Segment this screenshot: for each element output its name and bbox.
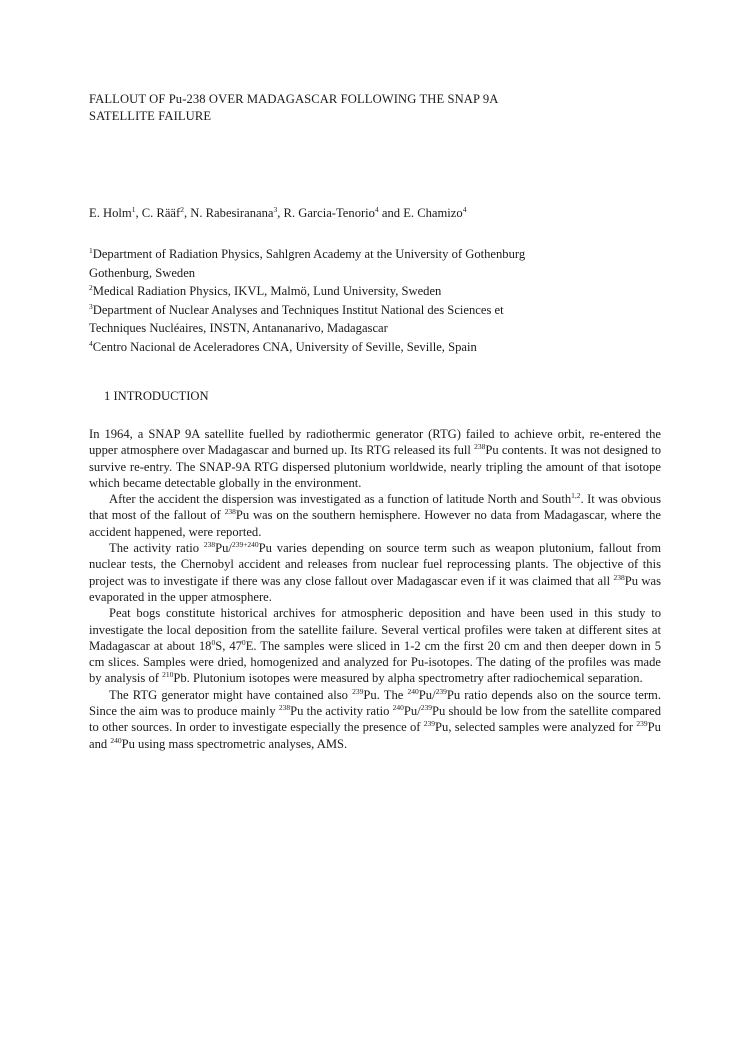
paragraph-1: In 1964, a SNAP 9A satellite fuelled by radiothermic generator (RTG) failed to achieve orbit, re-entered the upper atmosphere over Madagascar and burned up. Its RTG released its full $^{238}$Pu contents. It was not designed to survive re-entry. The SNAP-9A RTG dispersed plutonium worldwide, nearly tripling the amount of that isotope which became detectable globally in the environment. [89,427,661,490]
paper-title [89,91,649,125]
body-text [89,426,661,752]
author-affil-sup: 1 [131,205,136,214]
section-number: 1 [104,389,111,403]
affiliation-1-cont: Gothenburg, Sweden [89,265,196,280]
author-affil-sup: 2 [180,205,184,214]
affiliation-list [89,245,669,356]
paragraph-2: After the accident the dispersion was investigated as a function of latitude North and South$^{1,2}$. It was obvious that most of the fallout of $^{238}$Pu was on the southern hemisphere. However no data from Madagascar, where the accident happened, were reported. [89,491,661,539]
author-name: E. Chamizo [403,206,463,220]
author-affil-sup: 3 [273,205,278,214]
paragraph-4: Peat bogs constitute historical archives for atmospheric deposition and have been used in this study to investigate the local deposition from the satellite failure. Several vertical profiles were taken at different sites at Madagascar at about $18^0S$, $47^0E$. The samples were sliced in 1-2 cm the first 20 cm and then deeper down in 5 cm slices. Samples were dried, homogenized and analyzed for Pu-isotopes. The dating of the profiles was made by analysis of $^{210}$Pb. Plutonium isotopes were measured by alpha spectrometry after radiochemical separation. [89,606,661,686]
affiliation-sup: 4 [89,338,93,348]
title-line-2: SATELLITE FAILURE [89,109,212,123]
section-heading [104,388,209,405]
author-name: C. Rääf [141,206,181,220]
affiliation-3 [89,301,669,320]
affiliation-sup: 1 [89,246,93,255]
affiliation-2 [89,282,669,301]
affiliation-text: Medical Radiation Physics, IKVL, Malmö, Lund University, Sweden [92,284,442,298]
affiliation-sup: 3 [89,301,93,311]
affiliation-1 [89,245,669,264]
author-list: E. Holm$^1$, C. Rääf$^2$, N. Rabesiranana$^3$, R. Garcia-Tenorio$^4$ and E. Chamizo$^4$ [89,205,467,220]
author-name: R. Garcia-Tenorio [283,206,375,220]
author-conjunction: and [381,206,401,220]
affiliation-text: Centro Nacional de Aceleradores CNA, University of Seville, Seville, Spain [92,339,477,354]
author-affil-sup: 4 [374,205,379,214]
affiliation-3-cont: Techniques Nucléaires, INSTN, Antananarivo, Madagascar [89,321,388,335]
affiliation-text: Department of Radiation Physics, Sahlgren Academy at the University of Gothenburg [92,247,526,261]
affiliation-sup: 2 [89,283,93,292]
section-title: INTRODUCTION [113,389,209,403]
author-name: E. Holm [89,206,132,220]
paragraph-3: The activity ratio $^{238}$Pu/$^{239+240}$Pu varies depending on source term such as weapon plutonium, fallout from nuclear tests, the Chernobyl accident and releases from nuclear fuel reprocessing plants. The objective of this project was to investigate if there was any close fallout over Madagascar even if it was claimed that all $^{238}$Pu was evaporated in the upper atmosphere. [89,540,661,604]
title-line-1: FALLOUT OF Pu-238 OVER MADAGASCAR FOLLOWING THE SNAP 9A [89,92,499,106]
affiliation-text: Department of Nuclear Analyses and Techniques Institut National des Sciences et [92,302,504,317]
author-affil-sup: 4 [462,205,467,214]
paragraph-5: The RTG generator might have contained also $^{239}$Pu. The $^{240}$Pu/$^{239}$Pu ratio depends also on the source term. Since the aim was to produce mainly $^{238}$Pu the activity ratio $^{240}$Pu/$^{239}$Pu should be low from the satellite compared to other sources. In order to investigate especially the presence of $^{239}$Pu, selected samples were analyzed for $^{239}$Pu and $^{240}$Pu using mass spectrometric analyses, AMS. [89,686,661,751]
affiliation-4 [89,338,669,357]
author-name: N. Rabesiranana [190,206,274,220]
